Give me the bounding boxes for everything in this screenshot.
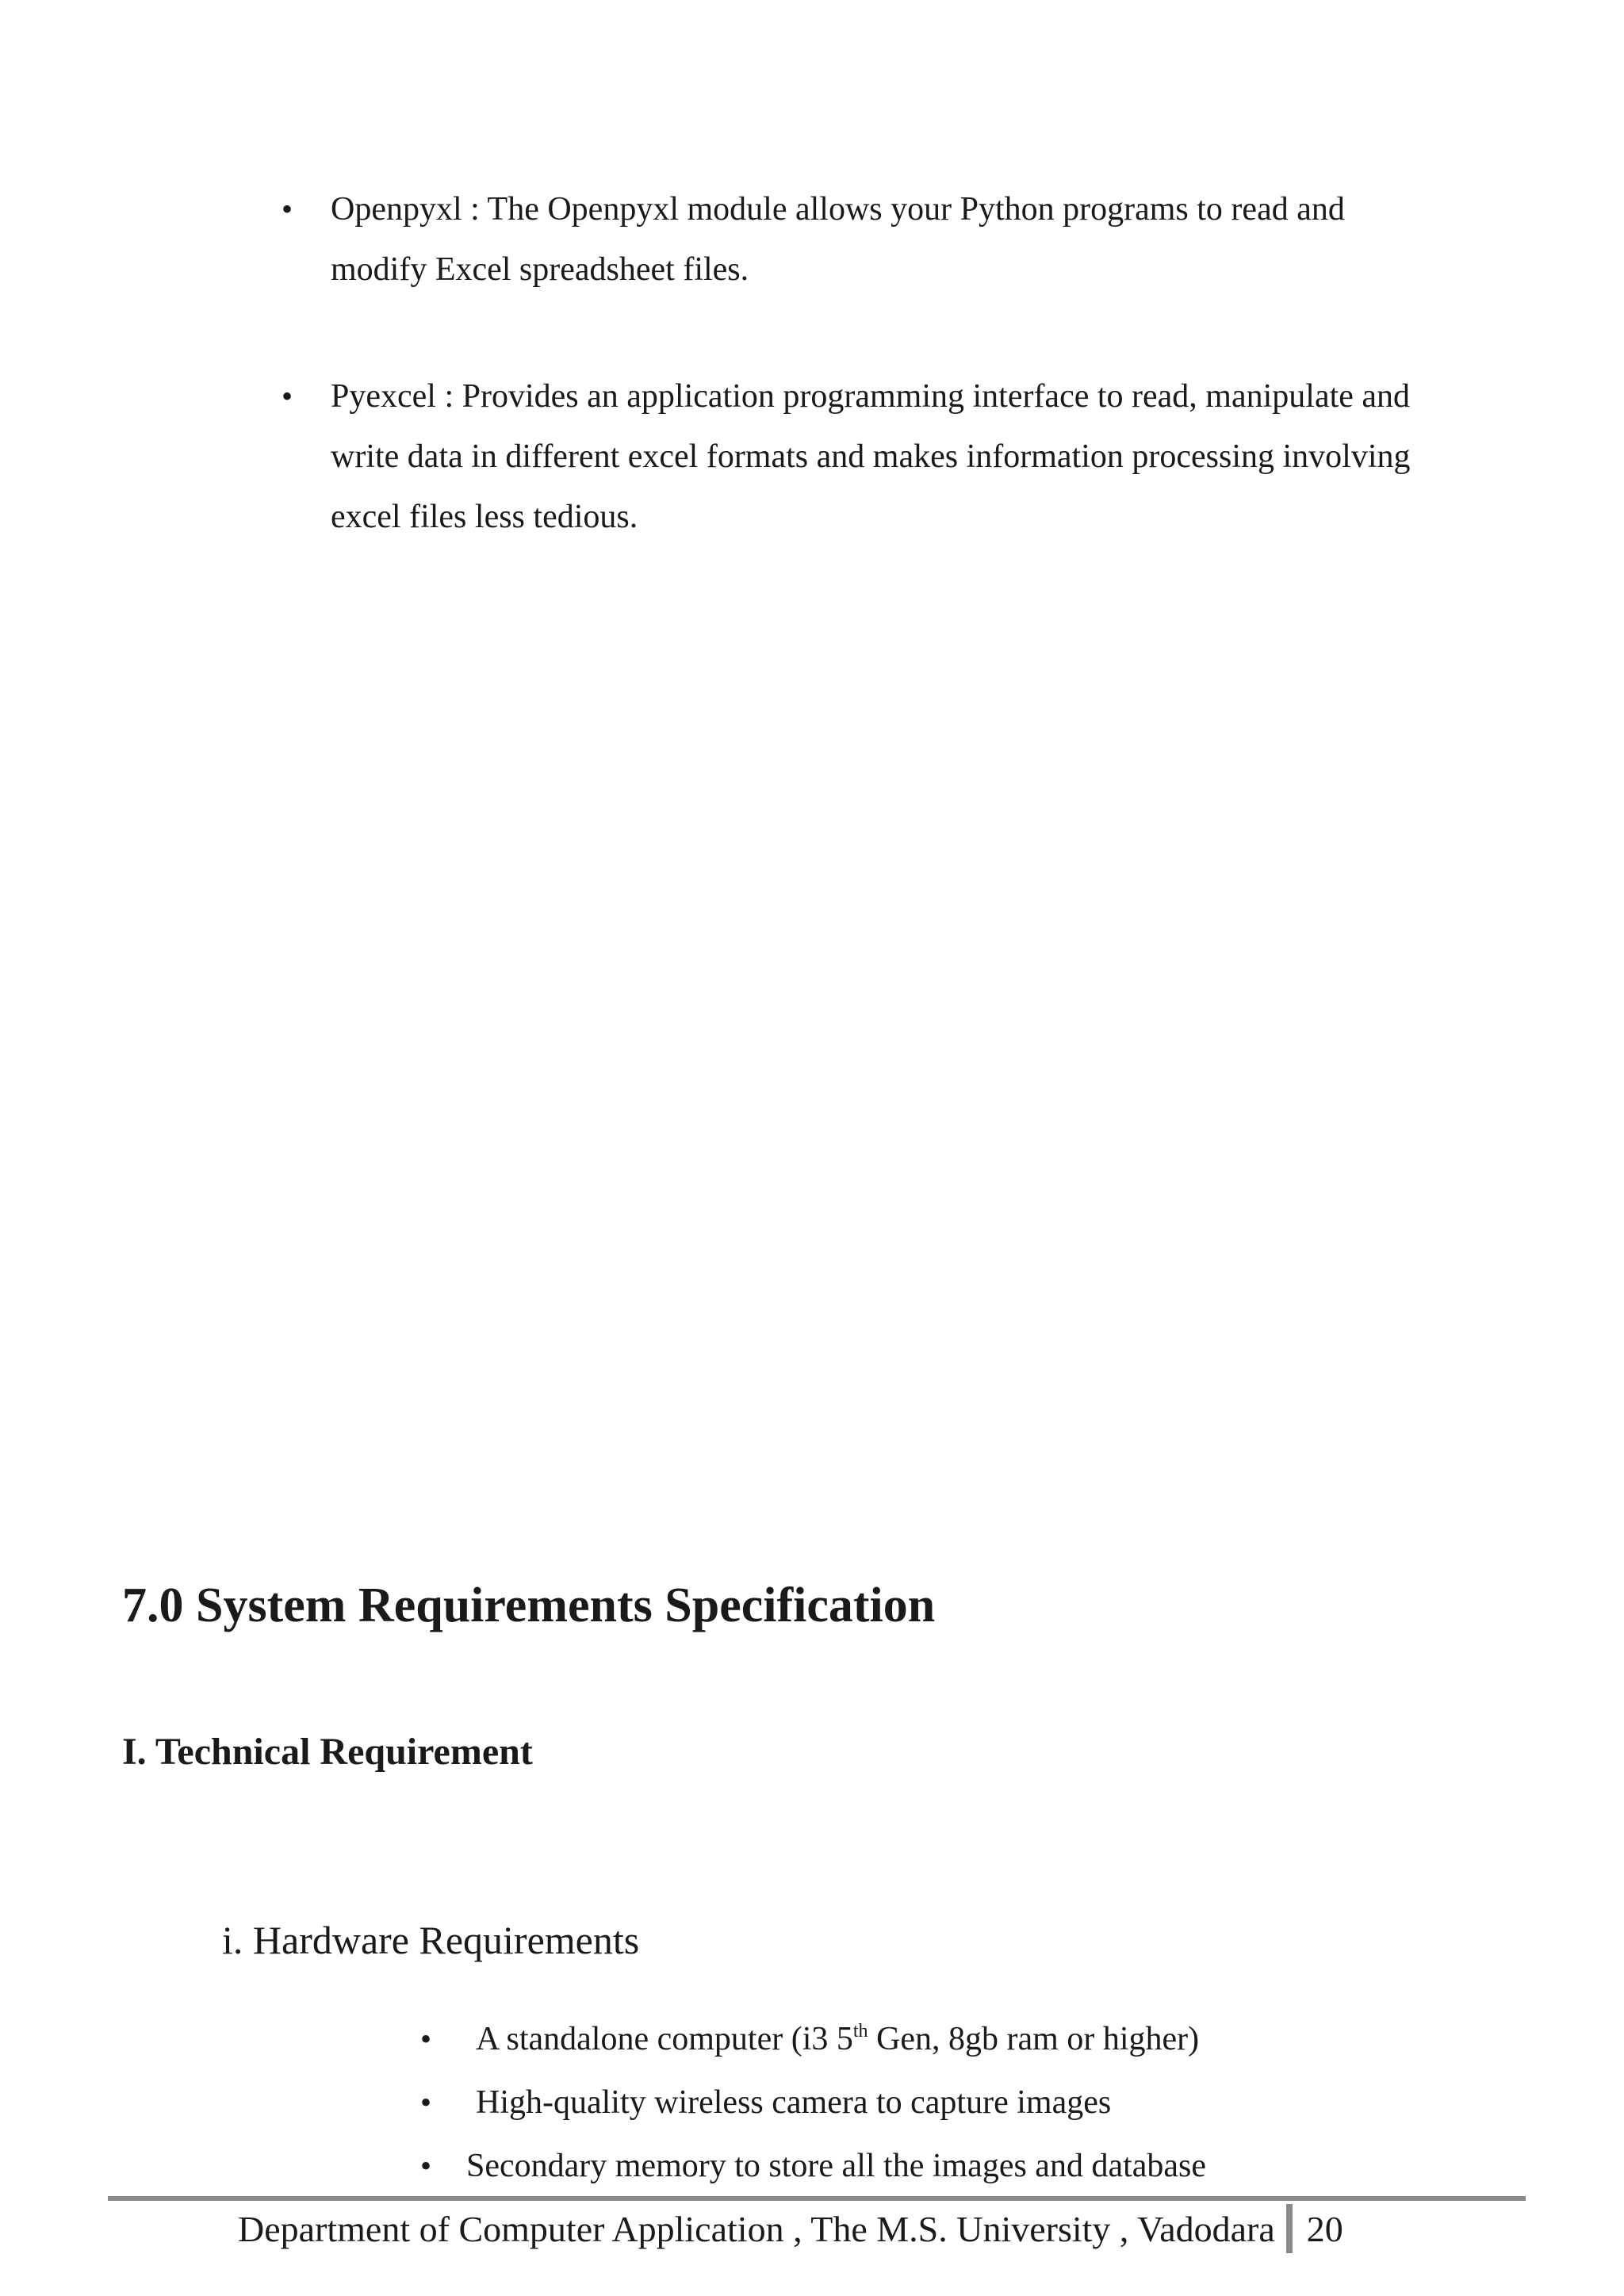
hardware-item-text-cont: Gen, 8gb ram or higher) <box>868 2021 1200 2057</box>
subsubsection-heading: i. Hardware Requirements <box>222 1918 640 1962</box>
hardware-list <box>420 2007 1451 2198</box>
hardware-item <box>420 2071 1451 2134</box>
bullet-glyph: • <box>282 191 293 227</box>
hardware-item-text: A standalone computer (i3 5 <box>476 2021 853 2057</box>
bullet-paragraph <box>331 179 1487 300</box>
bullet-pyexcel <box>282 366 1487 547</box>
bullet-line: Pyexcel : Provides an application programming interface to read, manipulate and <box>331 378 1411 415</box>
hardware-item <box>420 2134 1451 2198</box>
bullet-glyph: • <box>282 378 293 414</box>
bullet-paragraph <box>331 366 1487 547</box>
bullet-glyph: • <box>420 2148 432 2183</box>
section-heading: 7.0 System Requirements Specification <box>122 1578 936 1632</box>
subsection-heading: I. Technical Requirement <box>122 1731 533 1773</box>
footer-text: Department of Computer Application , The M.S. University , Vadodara <box>238 2208 1275 2249</box>
bullet-row <box>282 179 1487 300</box>
page-footer <box>238 2201 1343 2256</box>
bullet-openpyxl <box>282 179 1487 300</box>
hardware-item-text: Secondary memory to store all the images and database <box>466 2148 1207 2184</box>
bullet-line: Openpyxl : The Openpyxl module allows your Python programs to read and <box>331 191 1345 228</box>
bullet-row <box>282 366 1487 547</box>
footer-divider <box>1286 2204 1293 2253</box>
hardware-item <box>420 2007 1451 2071</box>
bullet-line: modify Excel spreadsheet files. <box>331 251 749 288</box>
bullet-glyph: • <box>420 2084 432 2120</box>
superscript: th <box>852 2021 868 2042</box>
page-number: 20 <box>1306 2208 1343 2249</box>
hardware-item-text: High-quality wireless camera to capture images <box>476 2084 1112 2121</box>
bullet-line: excel files less tedious. <box>331 499 638 535</box>
bullet-line: write data in different excel formats and makes information processing involving <box>331 438 1411 475</box>
bullet-glyph: • <box>420 2021 432 2057</box>
